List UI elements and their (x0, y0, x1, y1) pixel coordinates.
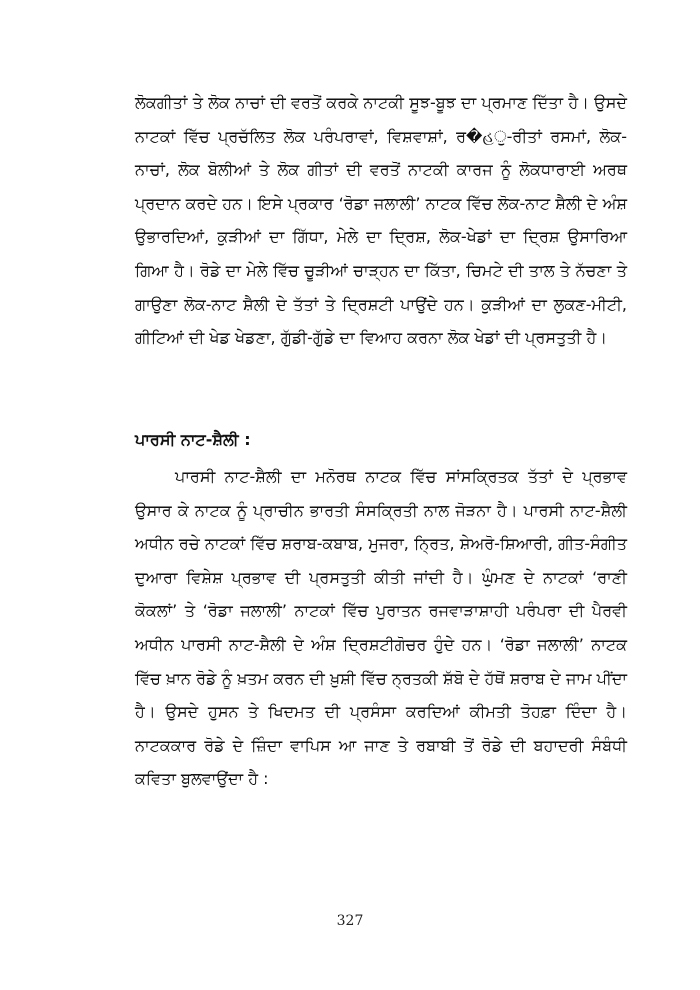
page-number: 327 (336, 913, 364, 929)
body-paragraph: ਲੋਕਗੀਤਾਂ ਤੇ ਲੋਕ ਨਾਚਾਂ ਦੀ ਵਰਤੋਂ ਕਰਕੇ ਨਾਟਕੀ ਸੂਝ-ਬੂਝ ਦਾ ਪ੍ਰਮਾਣ ਦਿੱਤਾ ਹੈ। ਉਸਦੇ ਨਾਟਕਾਂ ਵਿੱਚ ਪ੍ਰਚੱਲਿਤ ਲੋਕ ਪਰੰਪਰਾਵਾਂ, ਵਿਸ਼ਵਾਸ਼ਾਂ, ਰ�હੁ-ਰੀਤਾਂ ਰਸਮਾਂ, ਲੋਕ-ਨਾਚਾਂ, ਲੋਕ ਬੋਲੀਆਂ ਤੇ ਲੋਕ ਗੀਤਾਂ ਦੀ ਵਰਤੋਂ ਨਾਟਕੀ ਕਾਰਜ ਨੂੰ ਲੋਕਧਾਰਾਈ ਅਰਥ ਪ੍ਰਦਾਨ ਕਰਦੇ ਹਨ। ਇਸੇ ਪ੍ਰਕਾਰ ‘ਰੋਡਾ ਜਲਾਲੀ’ ਨਾਟਕ ਵਿੱਚ ਲੋਕ-ਨਾਟ ਸ਼ੈਲੀ ਦੇ ਅੰਸ਼ ਉਭਾਰਦਿਆਂ, ਕੁੜੀਆਂ ਦਾ ਗਿੱਧਾ, ਮੇਲੇ ਦਾ ਦ੍ਰਿਸ਼, ਲੋਕ-ਖੇਡਾਂ ਦਾ ਦ੍ਰਿਸ਼ ਉਸਾਰਿਆ ਗਿਆ ਹੈ। ਰੋਡੇ ਦਾ ਮੇਲੇ ਵਿੱਚ ਚੂੜੀਆਂ ਚਾੜ੍ਹਨ ਦਾ ਕਿੱਤਾ, ਚਿਮਟੇ ਦੀ ਤਾਲ ਤੇ ਨੱਚਣਾ ਤੇ ਗਾਉਣਾ ਲੋਕ-ਨਾਟ ਸ਼ੈਲੀ ਦੇ ਤੱਤਾਂ ਤੇ ਦ੍ਰਿਸ਼ਟੀ ਪਾਉਂਦੇ ਹਨ। ਕੁੜੀਆਂ ਦਾ ਲੁਕਣ-ਮੀਟੀ, ਗੀਟਿਆਂ ਦੀ ਖੇਡ ਖੇਡਣਾ, ਗੁੱਡੀ-ਗੁੱਡੇ ਦਾ ਵਿਆਹ ਕਰਨਾ ਲੋਕ ਖੇਡਾਂ ਦੀ ਪ੍ਰਸਤੁਤੀ ਹੈ। (135, 93, 627, 348)
section-heading: ਪਾਰਸੀ ਨਾਟ-ਸ਼ੈਲੀ : (135, 430, 251, 449)
body-paragraph: ਪਾਰਸੀ ਨਾਟ-ਸ਼ੈਲੀ ਦਾ ਮਨੋਰਥ ਨਾਟਕ ਵਿੱਚ ਸਾਂਸਕ੍ਰਿਤਕ ਤੱਤਾਂ ਦੇ ਪ੍ਰਭਾਵ ਉਸਾਰ ਕੇ ਨਾਟਕ ਨੂੰ ਪ੍ਰਾਚੀਨ ਭਾਰਤੀ ਸੰਸਕ੍ਰਿਤੀ ਨਾਲ ਜੋੜਨਾ ਹੈ। ਪਾਰਸੀ ਨਾਟ-ਸ਼ੈਲੀ ਅਧੀਨ ਰਚੇ ਨਾਟਕਾਂ ਵਿੱਚ ਸ਼ਰਾਬ-ਕਬਾਬ, ਮੁਜਰਾ, ਨ੍ਰਿਤ, ਸ਼ੇਅਰੋ-ਸ਼ਿਆਰੀ, ਗੀਤ-ਸੰਗੀਤ ਦੁਆਰਾ ਵਿਸ਼ੇਸ਼ ਪ੍ਰਭਾਵ ਦੀ ਪ੍ਰਸਤੁਤੀ ਕੀਤੀ ਜਾਂਦੀ ਹੈ। ਘੁੰਮਣ ਦੇ ਨਾਟਕਾਂ ‘ਰਾਣੀ ਕੋਕਲਾਂ’ ਤੇ ‘ਰੋਡਾ ਜਲਾਲੀ’ ਨਾਟਕਾਂ ਵਿੱਚ ਪੁਰਾਤਨ ਰਜਵਾੜਾਸ਼ਾਹੀ ਪਰੰਪਰਾ ਦੀ ਪੈਰਵੀ ਅਧੀਨ ਪਾਰਸੀ ਨਾਟ-ਸ਼ੈਲੀ ਦੇ ਅੰਸ਼ ਦ੍ਰਿਸ਼ਟੀਗੋਚਰ ਹੁੰਦੇ ਹਨ। ‘ਰੋਡਾ ਜਲਾਲੀ’ ਨਾਟਕ ਵਿੱਚ ਖ਼ਾਨ ਰੋਡੇ ਨੂੰ ਖ਼ਤਮ ਕਰਨ ਦੀ ਖ਼ੁਸ਼ੀ ਵਿੱਚ ਨ੍ਰਤਕੀ ਸ਼ੱਬੋ ਦੇ ਹੱਥੋਂ ਸ਼ਰਾਬ ਦੇ ਜਾਮ ਪੀਂਦਾ ਹੈ। ਉਸਦੇ ਹੁਸਨ ਤੇ ਖਿਦਮਤ ਦੀ ਪ੍ਰਸੰਸਾ ਕਰਦਿਆਂ ਕੀਮਤੀ ਤੋਹਫ਼ਾ ਦਿੰਦਾ ਹੈ। ਨਾਟਕਕਾਰ ਰੋਡੇ ਦੇ ਜ਼ਿੰਦਾ ਵਾਪਿਸ ਆ ਜਾਣ ਤੇ ਰਬਾਬੀ ਤੋਂ ਰੋਡੇ ਦੀ ਬਹਾਦਰੀ ਸੰਬੰਧੀ ਕਵਿਤਾ ਬੁਲਵਾਉਂਦਾ ਹੈ : (135, 467, 627, 789)
